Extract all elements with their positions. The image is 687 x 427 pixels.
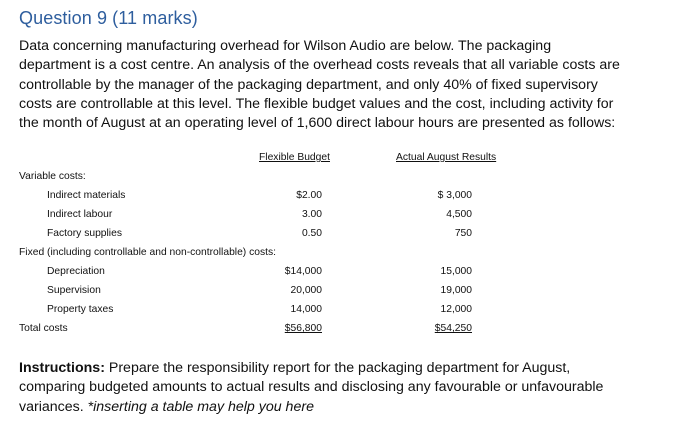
paragraph-line: controllable by the manager of the packaging department, and only 40% of fixed supervisory bbox=[19, 76, 598, 93]
row-actual-value: 750 bbox=[454, 228, 472, 239]
total-actual-amount: $54,250 bbox=[434, 323, 472, 334]
row-flexible-value: 20,000 bbox=[290, 285, 322, 296]
instructions-text: variances. bbox=[19, 398, 88, 415]
row-label: Factory supplies bbox=[47, 228, 122, 239]
row-label: Indirect labour bbox=[47, 209, 113, 220]
paragraph-line: costs are controllable at this level. The flexible budget values and the cost, including activity for bbox=[19, 95, 614, 112]
paragraph-line: the month of August at an operating level of 1,600 direct labour hours are presented as follows: bbox=[19, 115, 616, 132]
row-label: Supervision bbox=[47, 285, 101, 296]
instructions-text: Prepare the responsibility report for the packaging department for August, bbox=[104, 360, 571, 376]
row-actual-value: 12,000 bbox=[440, 304, 472, 315]
row-actual-value: 4,500 bbox=[446, 209, 472, 220]
row-label: Indirect materials bbox=[47, 190, 126, 201]
total-flexible-value bbox=[250, 323, 322, 334]
row-flexible-value: 0.50 bbox=[301, 228, 322, 239]
row-flexible-value: 3.00 bbox=[301, 209, 322, 220]
variable-costs-label: Variable costs: bbox=[19, 171, 86, 182]
row-actual-value: 15,000 bbox=[440, 266, 472, 277]
total-costs-label: Total costs bbox=[19, 323, 68, 334]
row-actual-value: 19,000 bbox=[440, 285, 472, 296]
instructions-label: Instructions: bbox=[19, 360, 105, 376]
instructions-line: comparing budgeted amounts to actual results and disclosing any favourable or unfavourable bbox=[19, 379, 604, 396]
row-label: Depreciation bbox=[47, 266, 105, 277]
paragraph-line: department is a cost centre. An analysis of the overhead costs reveals that all variable costs are bbox=[19, 57, 620, 74]
instructions bbox=[19, 359, 669, 417]
row-flexible-value: $2.00 bbox=[296, 190, 322, 201]
total-actual-value bbox=[400, 323, 472, 334]
paragraph-line: Data concerning manufacturing overhead for Wilson Audio are below. The packaging bbox=[19, 38, 552, 54]
fixed-costs-label: Fixed (including controllable and non-controllable) costs: bbox=[19, 247, 276, 258]
row-flexible-value: $14,000 bbox=[284, 266, 322, 277]
header-flexible-budget: Flexible Budget bbox=[259, 152, 330, 163]
instructions-line bbox=[19, 398, 669, 417]
question-title: Question 9 (11 marks) bbox=[19, 8, 198, 28]
row-label: Property taxes bbox=[47, 304, 114, 315]
header-actual-results: Actual August Results bbox=[396, 152, 497, 163]
instructions-line bbox=[19, 359, 669, 378]
row-flexible-value: 14,000 bbox=[290, 304, 322, 315]
row-actual-value: $ 3,000 bbox=[437, 190, 472, 201]
instructions-hint: *inserting a table may help you here bbox=[87, 398, 314, 415]
total-flexible-amount: $56,800 bbox=[284, 323, 322, 334]
